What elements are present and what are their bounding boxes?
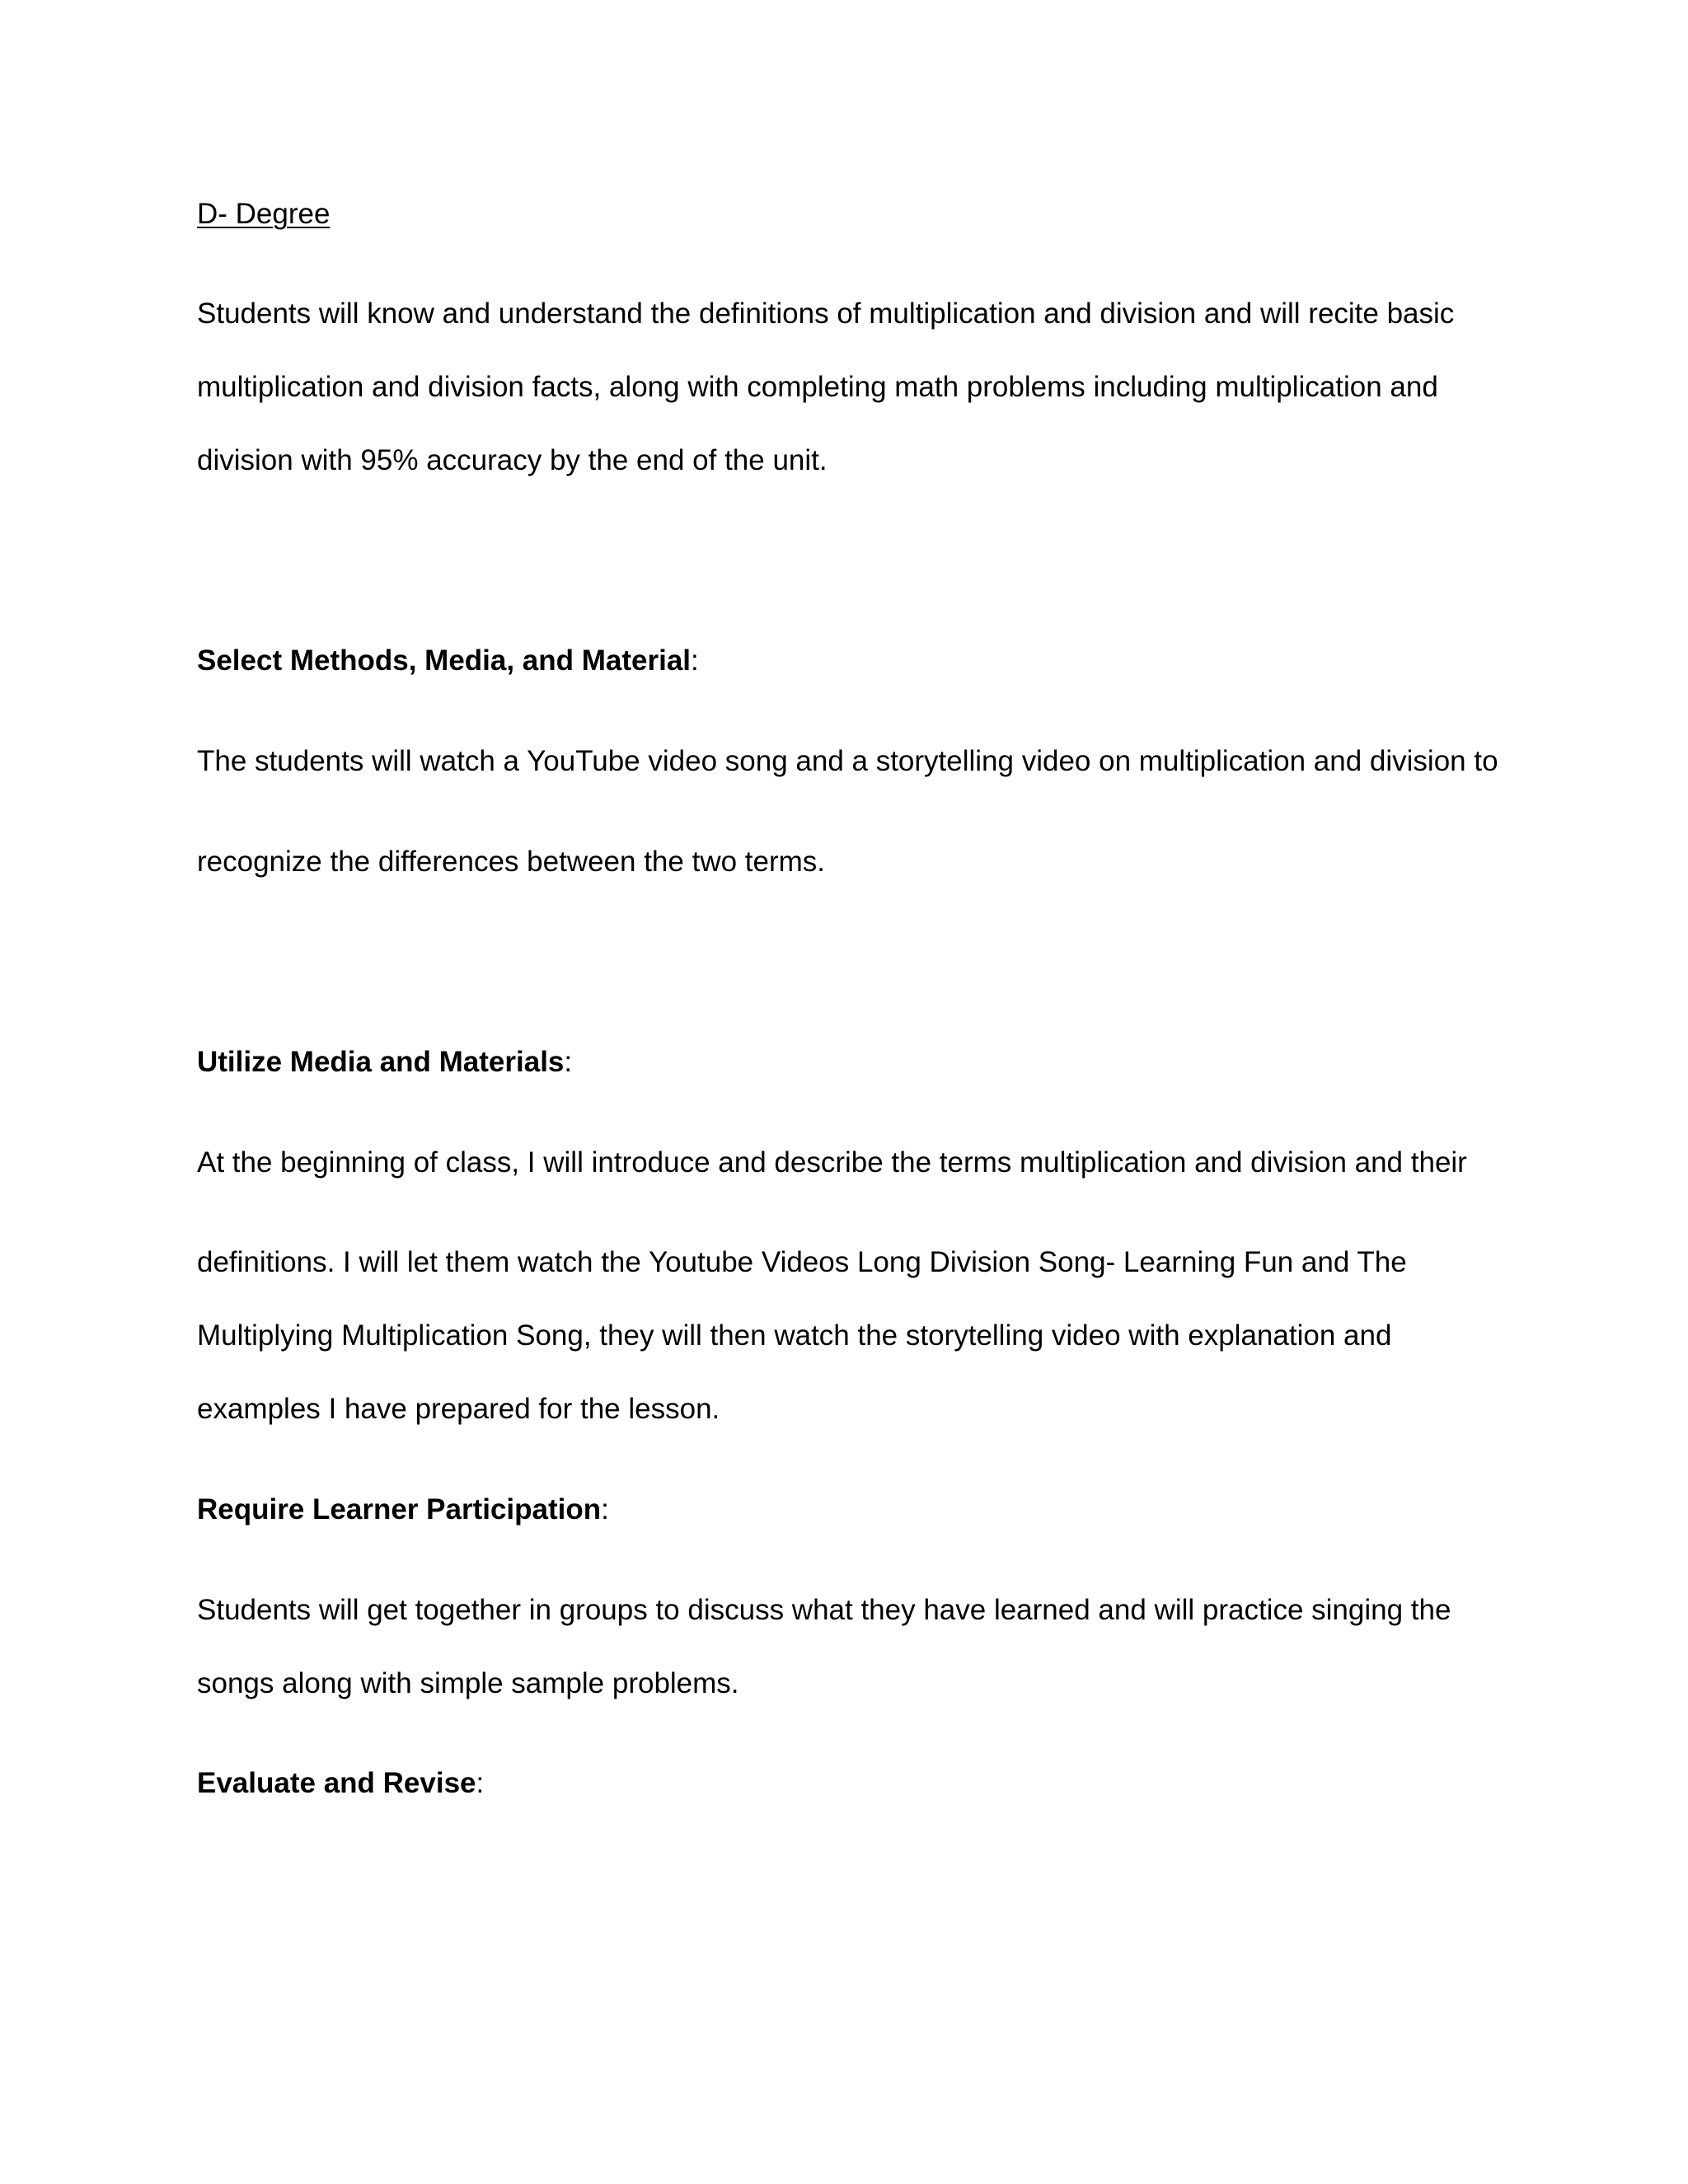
utilize-heading-colon: : xyxy=(564,1046,573,1078)
participation-heading: Require Learner Participation xyxy=(197,1493,602,1526)
evaluate-heading: Evaluate and Revise xyxy=(197,1767,476,1799)
utilize-heading-row xyxy=(197,1046,572,1079)
methods-heading: Select Methods, Media, and Material xyxy=(197,644,692,677)
utilize-line-3: Multiplying Multiplication Song, they will then watch the storytelling video with explanation and xyxy=(197,1319,1392,1352)
utilize-line-4: examples I have prepared for the lesson. xyxy=(197,1393,720,1425)
participation-heading-row xyxy=(197,1493,609,1526)
participation-heading-colon: : xyxy=(601,1493,609,1526)
participation-line-1: Students will get together in groups to discuss what they have learned and will practice singing the xyxy=(197,1594,1451,1626)
degree-line-1: Students will know and understand the definitions of multiplication and division and will recite basic xyxy=(197,298,1455,330)
degree-line-3: division with 95% accuracy by the end of the unit. xyxy=(197,444,828,476)
methods-heading-colon: : xyxy=(691,644,699,677)
utilize-line-1: At the beginning of class, I will introduce and describe the terms multiplication and division and their xyxy=(197,1146,1467,1179)
evaluate-heading-colon: : xyxy=(476,1767,485,1799)
utilize-line-2: definitions. I will let them watch the Youtube Videos Long Division Song- Learning Fun and The xyxy=(197,1246,1407,1278)
methods-heading-row xyxy=(197,644,699,677)
utilize-heading: Utilize Media and Materials xyxy=(197,1046,565,1078)
methods-line-2: recognize the differences between the two terms. xyxy=(197,846,826,878)
degree-heading: D- Degree xyxy=(197,198,331,230)
participation-line-2: songs along with simple sample problems. xyxy=(197,1667,739,1699)
degree-line-2: multiplication and division facts, along with completing math problems including multiplication and xyxy=(197,371,1438,403)
evaluate-heading-row xyxy=(197,1767,484,1800)
methods-line-1: The students will watch a YouTube video song and a storytelling video on multiplication and division to xyxy=(197,745,1498,777)
